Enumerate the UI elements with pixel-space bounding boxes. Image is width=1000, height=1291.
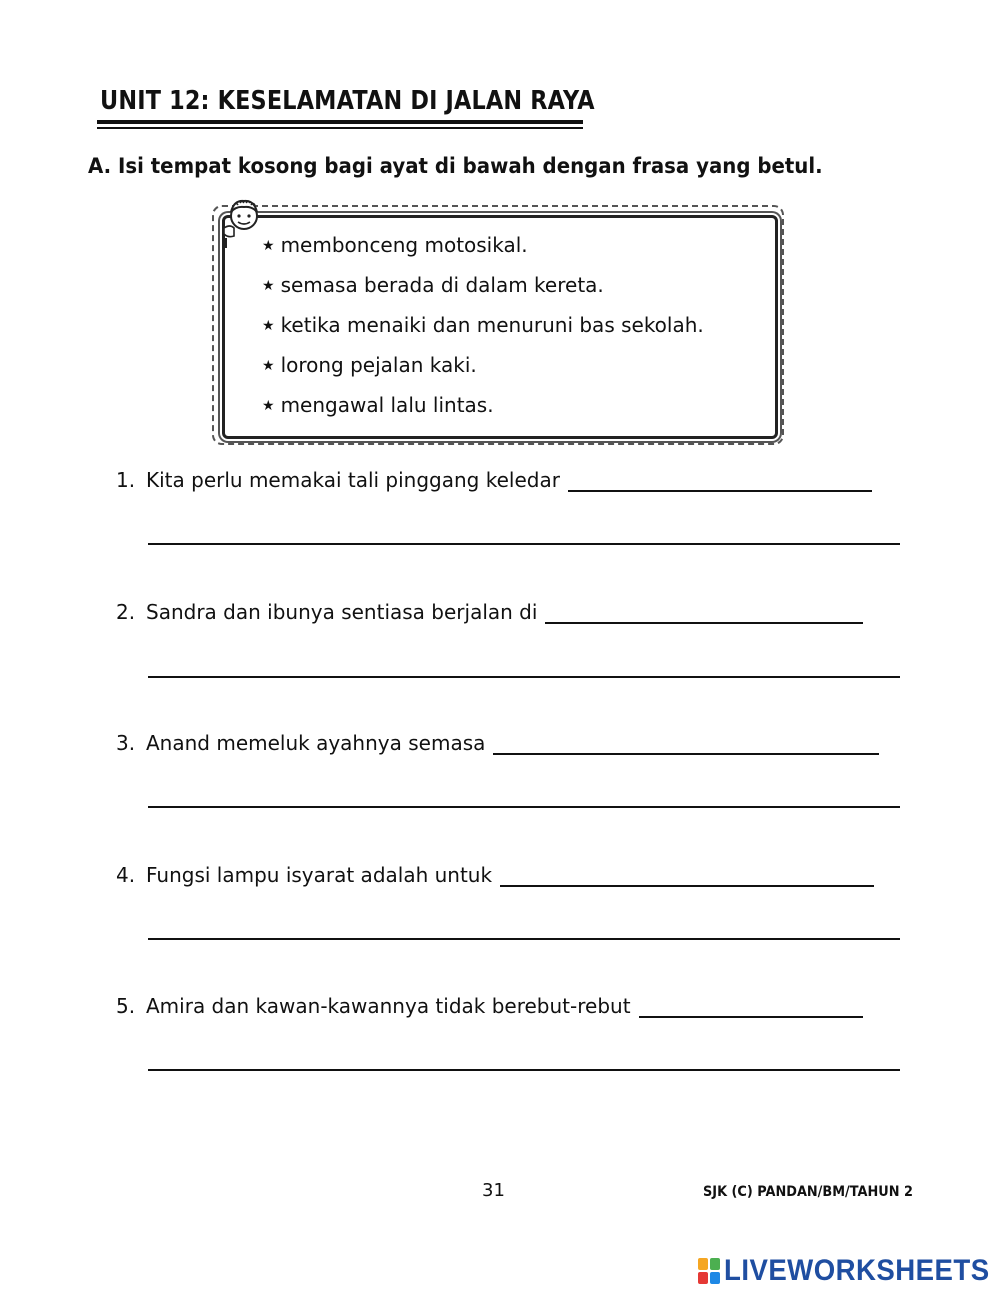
liveworksheets-logo-icon: [698, 1258, 720, 1284]
list-item: ★ mengawal lalu lintas.: [262, 393, 494, 417]
question-number: 1.: [116, 468, 136, 492]
answer-blank-5a[interactable]: [639, 996, 863, 1018]
question-text: Anand memeluk ayahnya semasa: [146, 731, 486, 755]
liveworksheets-brand[interactable]: [698, 1254, 1000, 1288]
question-number: 2.: [116, 600, 136, 624]
list-item: ★ membonceng motosikal.: [262, 233, 528, 257]
page-number: 31: [482, 1180, 505, 1201]
question-number: 3.: [116, 731, 136, 755]
instruction-text: A. Isi tempat kosong bagi ayat di bawah dengan frasa yang betul.: [88, 154, 823, 178]
phrase-list: [262, 228, 704, 428]
peeking-child-icon: [222, 196, 266, 248]
answer-line-2b[interactable]: [148, 676, 900, 678]
star-icon: ★: [262, 318, 275, 334]
answer-line-4b[interactable]: [148, 938, 900, 940]
question-text: Kita perlu memakai tali pinggang keledar: [146, 468, 560, 492]
page-title: UNIT 12: KESELAMATAN DI JALAN RAYA: [100, 86, 595, 116]
answer-line-3b[interactable]: [148, 806, 900, 808]
list-item: ★ ketika menaiki dan menuruni bas sekolah.: [262, 313, 704, 337]
title-underline: [97, 120, 583, 124]
question-3: [116, 731, 879, 755]
star-icon: ★: [262, 278, 275, 294]
answer-line-1b[interactable]: [148, 543, 900, 545]
question-text: Fungsi lampu isyarat adalah untuk: [146, 863, 493, 887]
school-reference: SJK (C) PANDAN/BM/TAHUN 2: [703, 1184, 913, 1200]
star-icon: ★: [262, 238, 275, 254]
question-5: [116, 994, 863, 1018]
star-icon: ★: [262, 358, 275, 374]
star-icon: ★: [262, 398, 275, 414]
question-text: Amira dan kawan-kawannya tidak berebut-rebut: [146, 994, 631, 1018]
question-number: 4.: [116, 863, 136, 887]
answer-blank-3a[interactable]: [493, 733, 879, 755]
question-4: [116, 863, 874, 887]
question-1: [116, 468, 872, 492]
title-underline-thin: [97, 127, 583, 129]
list-item: ★ semasa berada di dalam kereta.: [262, 273, 604, 297]
answer-line-5b[interactable]: [148, 1069, 900, 1071]
answer-blank-4a[interactable]: [500, 865, 874, 887]
answer-blank-2a[interactable]: [545, 602, 863, 624]
answer-blank-1a[interactable]: [568, 470, 872, 492]
list-item: ★ lorong pejalan kaki.: [262, 353, 477, 377]
question-text: Sandra dan ibunya sentiasa berjalan di: [146, 600, 538, 624]
question-number: 5.: [116, 994, 136, 1018]
question-2: [116, 600, 863, 624]
brand-name: LIVEWORKSHEETS: [724, 1254, 990, 1287]
